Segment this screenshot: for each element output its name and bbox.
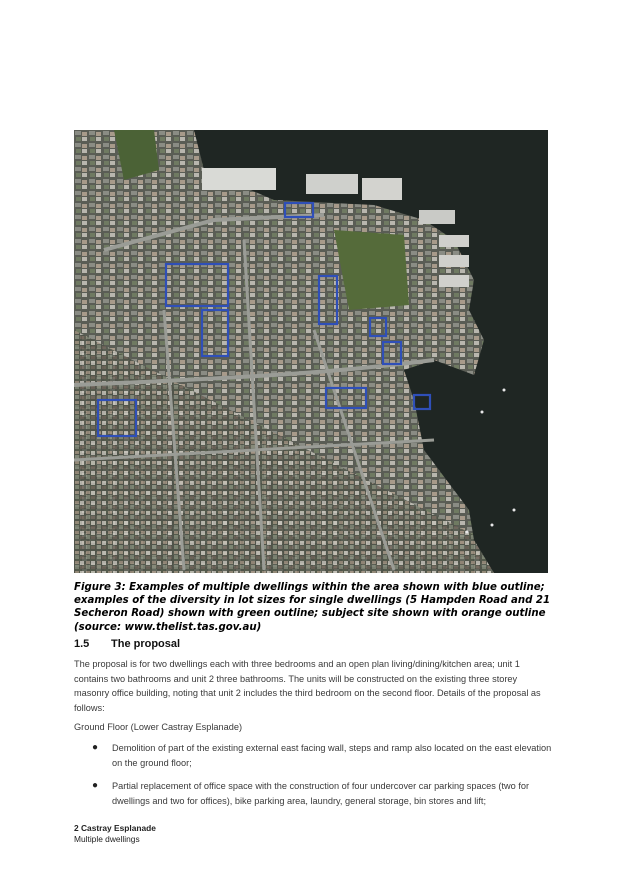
section-number: 1.5 [74,638,90,650]
wharf-shed [362,178,402,200]
section-paragraph: The proposal is for two dwellings each with three bedrooms and an open plan living/dining/kitchen area; unit 1 contains two bathrooms and unit 2 three bathrooms. The units will be constructed on the existing three storey masonry office building, noting that unit 2 includes the third bedroom on the second floor. Details of the proposal as follows: [74,659,541,713]
list-item-text: Partial replacement of office space with the construction of four undercover car parking spaces (two for dwellings and two for offices), bike parking area, laundry, general storage, bin stores and lift; [112,781,530,806]
list-item-text: Demolition of part of the existing external east facing wall, steps and ramp also located on the east elevation on the ground floor; [112,743,552,768]
section-heading [74,638,180,650]
bullet-list [92,741,552,817]
section-title: The proposal [111,638,181,650]
wharf-shed [419,210,455,224]
wharf-shed [306,174,358,194]
list-item [92,779,552,808]
bullet-icon: ● [92,780,99,792]
bullet-icon: ● [92,742,99,753]
list-item [92,741,552,770]
figure-caption: Figure 3: Examples of multiple dwellings within the area shown with blue outline; examples of the diversity in lot sizes for single dwellings (5 Hampden Road and 21 Secheron Road) shown with green outline; subject site shown with orange outline (source: www.thelist.tas.gov.au) [74,582,551,633]
wharf-shed [202,168,276,190]
section-subheading: Ground Floor (Lower Castray Esplanade) [74,722,243,732]
aerial-map [74,130,548,573]
footer-title: 2 Castray Esplanade [74,823,156,833]
footer-subtitle: Multiple dwellings [74,833,140,844]
page-footer [74,823,156,844]
